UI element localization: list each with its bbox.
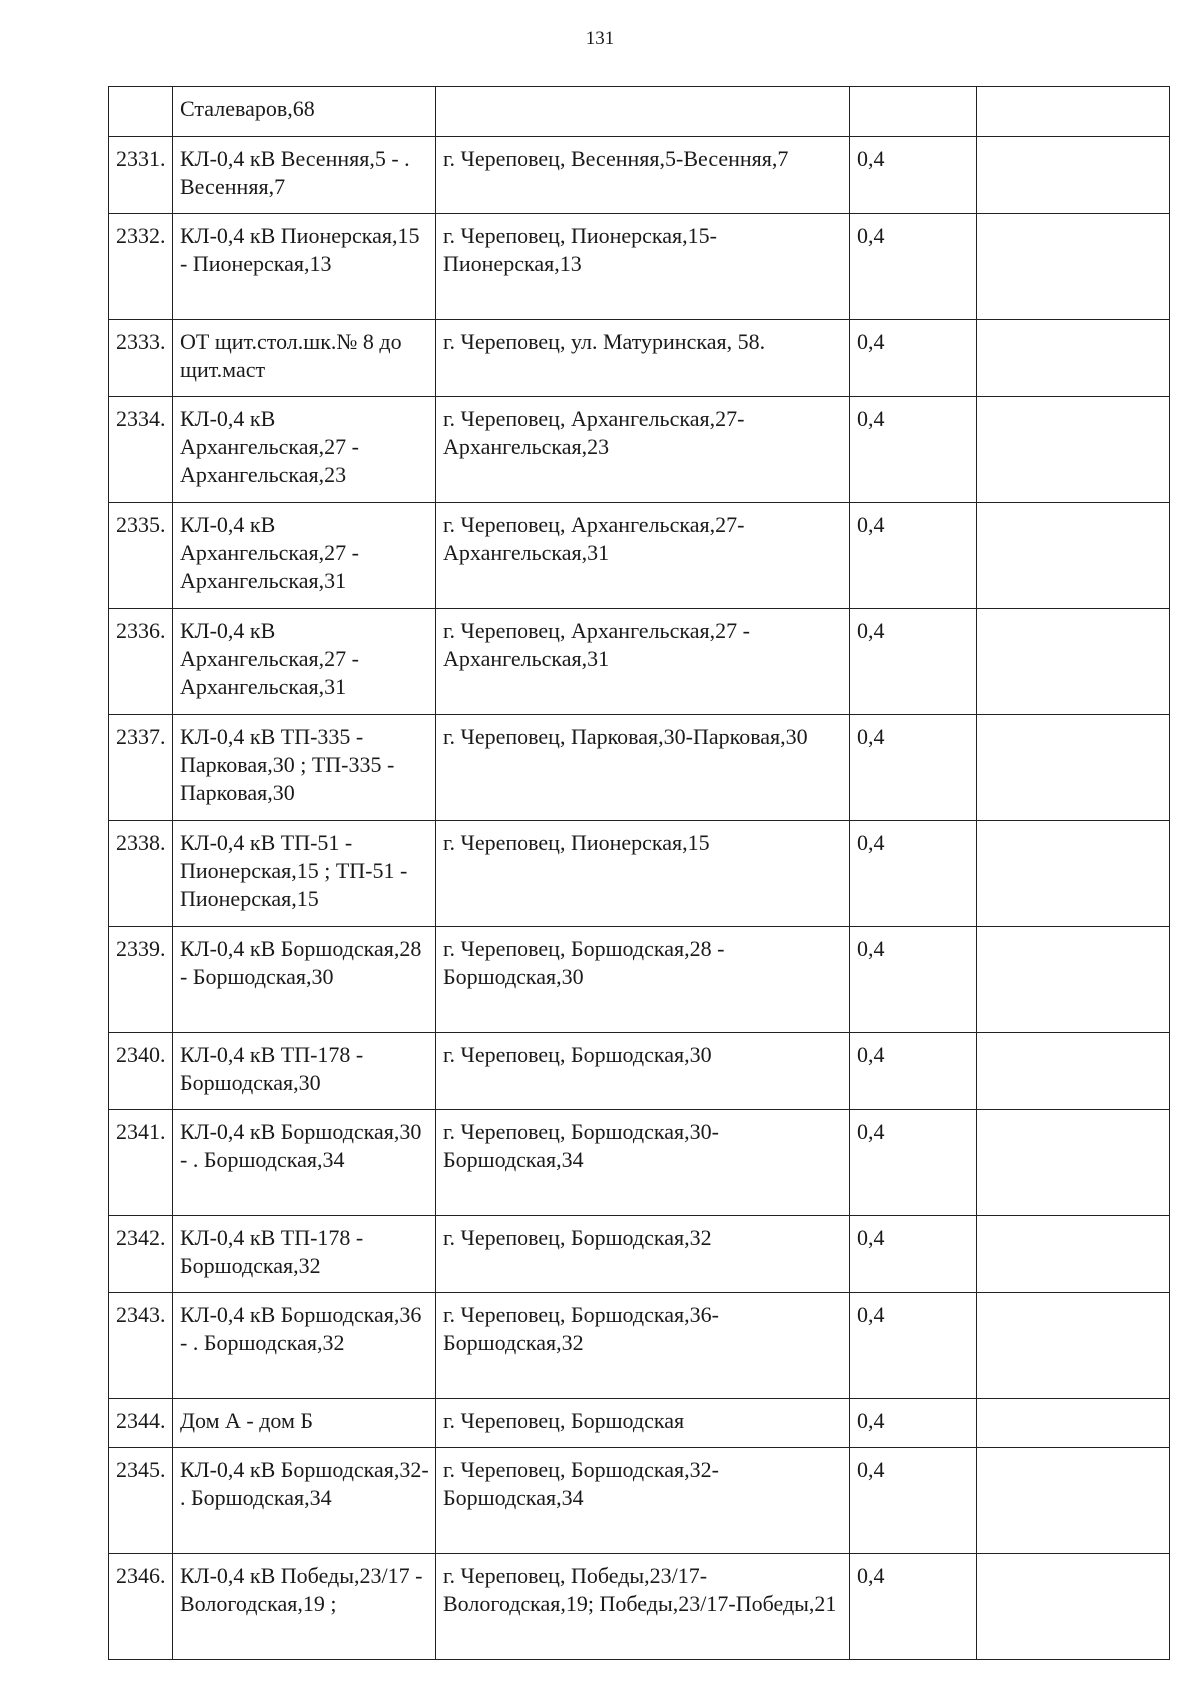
row-number: 2338. bbox=[109, 821, 173, 927]
line-address: г. Череповец, Боршодская,30-Боршодская,34 bbox=[436, 1110, 850, 1216]
registry-table bbox=[108, 86, 1170, 1660]
line-address: г. Череповец, Пионерская,15-Пионерская,13 bbox=[436, 214, 850, 320]
table-row bbox=[109, 87, 1170, 137]
line-name: КЛ-0,4 кВ Боршодская,36 - . Боршодская,32 bbox=[173, 1293, 436, 1399]
row-number: 2344. bbox=[109, 1399, 173, 1448]
voltage-kv: 0,4 bbox=[850, 320, 977, 397]
line-address: г. Череповец, Пионерская,15 bbox=[436, 821, 850, 927]
table-row bbox=[109, 609, 1170, 715]
line-name: КЛ-0,4 кВ Боршодская,30 - . Боршодская,34 bbox=[173, 1110, 436, 1216]
line-address: г. Череповец, Победы,23/17-Вологодская,19; Победы,23/17-Победы,21 bbox=[436, 1554, 850, 1660]
extra-cell bbox=[977, 137, 1170, 214]
extra-cell bbox=[977, 1448, 1170, 1554]
line-address: г. Череповец, ул. Матуринская, 58. bbox=[436, 320, 850, 397]
line-name: ОТ щит.стол.шк.№ 8 до щит.маст bbox=[173, 320, 436, 397]
voltage-kv: 0,4 bbox=[850, 503, 977, 609]
row-number: 2342. bbox=[109, 1216, 173, 1293]
voltage-kv: 0,4 bbox=[850, 715, 977, 821]
line-name: КЛ-0,4 кВ ТП-51 - Пионерская,15 ; ТП-51 - Пионерская,15 bbox=[173, 821, 436, 927]
table-row bbox=[109, 320, 1170, 397]
extra-cell bbox=[977, 1293, 1170, 1399]
line-address: г. Череповец, Боршодская,32 bbox=[436, 1216, 850, 1293]
table-row bbox=[109, 1293, 1170, 1399]
line-address: г. Череповец, Архангельская,27-Архангельская,23 bbox=[436, 397, 850, 503]
row-number bbox=[109, 87, 173, 137]
line-address: г. Череповец, Боршодская bbox=[436, 1399, 850, 1448]
line-name: КЛ-0,4 кВ Архангельская,27 - Архангельская,31 bbox=[173, 609, 436, 715]
row-number: 2341. bbox=[109, 1110, 173, 1216]
extra-cell bbox=[977, 715, 1170, 821]
line-address: г. Череповец, Весенняя,5-Весенняя,7 bbox=[436, 137, 850, 214]
table-row bbox=[109, 821, 1170, 927]
line-name: КЛ-0,4 кВ Боршодская,32- . Боршодская,34 bbox=[173, 1448, 436, 1554]
voltage-kv: 0,4 bbox=[850, 821, 977, 927]
line-name: КЛ-0,4 кВ ТП-335 - Парковая,30 ; ТП-335 - Парковая,30 bbox=[173, 715, 436, 821]
voltage-kv: 0,4 bbox=[850, 1554, 977, 1660]
voltage-kv: 0,4 bbox=[850, 214, 977, 320]
row-number: 2335. bbox=[109, 503, 173, 609]
line-name: КЛ-0,4 кВ Боршодская,28 - Боршодская,30 bbox=[173, 927, 436, 1033]
line-address: г. Череповец, Боршодская,32-Боршодская,34 bbox=[436, 1448, 850, 1554]
table-row bbox=[109, 1033, 1170, 1110]
table-row bbox=[109, 1399, 1170, 1448]
table-row bbox=[109, 927, 1170, 1033]
row-number: 2339. bbox=[109, 927, 173, 1033]
extra-cell bbox=[977, 1216, 1170, 1293]
extra-cell bbox=[977, 927, 1170, 1033]
extra-cell bbox=[977, 214, 1170, 320]
line-address: г. Череповец, Архангельская,27-Архангельская,31 bbox=[436, 503, 850, 609]
line-name: КЛ-0,4 кВ ТП-178 - Боршодская,30 bbox=[173, 1033, 436, 1110]
voltage-kv: 0,4 bbox=[850, 609, 977, 715]
line-address: г. Череповец, Парковая,30-Парковая,30 bbox=[436, 715, 850, 821]
line-address: г. Череповец, Боршодская,28 - Боршодская,30 bbox=[436, 927, 850, 1033]
table-row bbox=[109, 1554, 1170, 1660]
line-address: г. Череповец, Архангельская,27 - Архангельская,31 bbox=[436, 609, 850, 715]
table-row bbox=[109, 1448, 1170, 1554]
row-number: 2337. bbox=[109, 715, 173, 821]
page-number: 131 bbox=[585, 28, 615, 49]
row-number: 2336. bbox=[109, 609, 173, 715]
voltage-kv: 0,4 bbox=[850, 397, 977, 503]
table-row bbox=[109, 715, 1170, 821]
line-name: КЛ-0,4 кВ Архангельская,27 - Архангельская,23 bbox=[173, 397, 436, 503]
line-name: КЛ-0,4 кВ Победы,23/17 - Вологодская,19 ; bbox=[173, 1554, 436, 1660]
line-name: КЛ-0,4 кВ Пионерская,15 - Пионерская,13 bbox=[173, 214, 436, 320]
extra-cell bbox=[977, 397, 1170, 503]
table-row bbox=[109, 503, 1170, 609]
row-number: 2331. bbox=[109, 137, 173, 214]
row-number: 2340. bbox=[109, 1033, 173, 1110]
extra-cell bbox=[977, 87, 1170, 137]
line-address bbox=[436, 87, 850, 137]
extra-cell bbox=[977, 609, 1170, 715]
voltage-kv: 0,4 bbox=[850, 1399, 977, 1448]
line-name: КЛ-0,4 кВ ТП-178 - Боршодская,32 bbox=[173, 1216, 436, 1293]
line-address: г. Череповец, Боршодская,30 bbox=[436, 1033, 850, 1110]
voltage-kv: 0,4 bbox=[850, 137, 977, 214]
row-number: 2332. bbox=[109, 214, 173, 320]
row-number: 2343. bbox=[109, 1293, 173, 1399]
voltage-kv: 0,4 bbox=[850, 1216, 977, 1293]
line-name: Сталеваров,68 bbox=[173, 87, 436, 137]
row-number: 2333. bbox=[109, 320, 173, 397]
table-row bbox=[109, 1110, 1170, 1216]
voltage-kv: 0,4 bbox=[850, 1033, 977, 1110]
extra-cell bbox=[977, 1399, 1170, 1448]
extra-cell bbox=[977, 503, 1170, 609]
extra-cell bbox=[977, 1033, 1170, 1110]
row-number: 2346. bbox=[109, 1554, 173, 1660]
line-name: КЛ-0,4 кВ Весенняя,5 - . Весенняя,7 bbox=[173, 137, 436, 214]
table-row bbox=[109, 137, 1170, 214]
voltage-kv bbox=[850, 87, 977, 137]
line-name: Дом А - дом Б bbox=[173, 1399, 436, 1448]
extra-cell bbox=[977, 1110, 1170, 1216]
row-number: 2334. bbox=[109, 397, 173, 503]
extra-cell bbox=[977, 1554, 1170, 1660]
line-address: г. Череповец, Боршодская,36-Боршодская,32 bbox=[436, 1293, 850, 1399]
extra-cell bbox=[977, 320, 1170, 397]
extra-cell bbox=[977, 821, 1170, 927]
table-row bbox=[109, 1216, 1170, 1293]
voltage-kv: 0,4 bbox=[850, 1293, 977, 1399]
table-row bbox=[109, 397, 1170, 503]
voltage-kv: 0,4 bbox=[850, 927, 977, 1033]
line-name: КЛ-0,4 кВ Архангельская,27 - Архангельская,31 bbox=[173, 503, 436, 609]
registry-table-body bbox=[109, 87, 1170, 1660]
voltage-kv: 0,4 bbox=[850, 1110, 977, 1216]
table-row bbox=[109, 214, 1170, 320]
row-number: 2345. bbox=[109, 1448, 173, 1554]
voltage-kv: 0,4 bbox=[850, 1448, 977, 1554]
